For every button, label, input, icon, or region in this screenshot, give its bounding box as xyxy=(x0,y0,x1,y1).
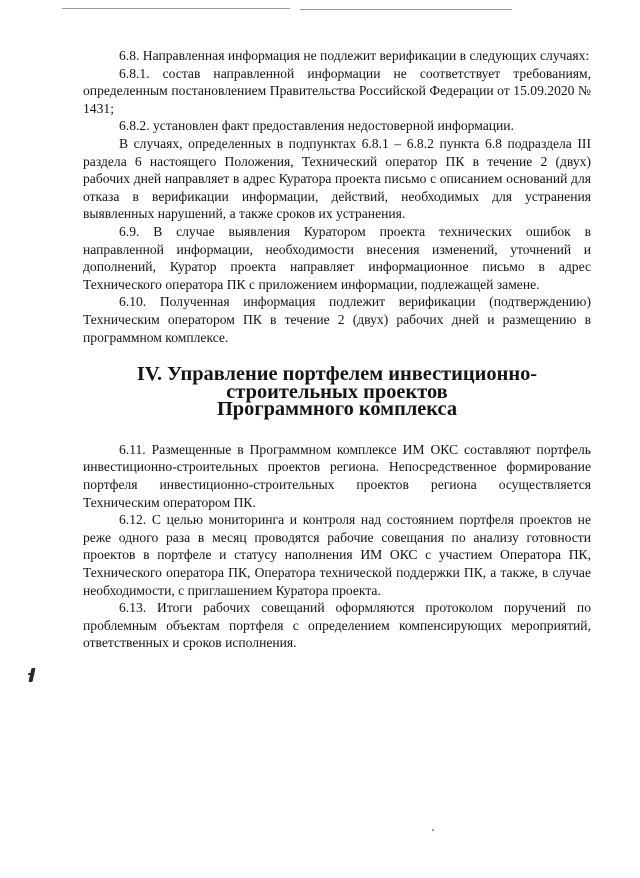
document-body xyxy=(83,47,591,652)
paragraph-6-9: 6.9. В случае выявления Куратором проекта технических ошибок в направленной информации, необходимости внесения изменений, уточнений и дополнений, Куратор проекта направляет информационное письмо в адрес Технического оператора ПК с приложением информации, подлежащей замене. xyxy=(83,223,591,292)
section-heading xyxy=(83,363,591,421)
margin-pen-mark xyxy=(29,668,36,682)
paragraph-6-8-1: 6.8.1. состав направленной информации не соответствует требованиям, определенным постановлением Правительства Российской Федерации от 15.09.2020 № 1431; xyxy=(83,65,591,116)
paragraph-6-10: 6.10. Полученная информация подлежит верификации (подтверждению) Техническим оператором ПК в течение 2 (двух) рабочих дней и размещению в программном комплексе. xyxy=(83,294,591,345)
section-heading-line1: IV. Управление портфелем инвестиционно-строительных проектов xyxy=(136,363,538,403)
scan-speck xyxy=(432,829,434,831)
section-heading-line2: Программного комплекса xyxy=(216,398,458,421)
scan-edge-line xyxy=(62,8,290,9)
paragraph-6-13: 6.13. Итоги рабочих совещаний оформляются протоколом поручений по проблемным объектам портфеля с определением компенсирующих мероприятий, ответственных и сроков исполнения. xyxy=(83,600,591,651)
scan-edge-line xyxy=(300,9,512,10)
paragraph-6-12: 6.12. С целью мониторинга и контроля над состоянием портфеля проектов не реже одного раза в месяц проводятся рабочие совещания по анализу готовности проектов в портфеле и статусу наполнения ИМ ОКС с участием Оператора ПК, Технического оператора ПК, Оператора технической поддержки ПК, а также, в случае необходимости, с приглашением Куратора проекта. xyxy=(83,512,591,598)
paragraph-6-8-cases: В случаях, определенных в подпунктах 6.8.1 – 6.8.2 пункта 6.8 подраздела III раздела 6 настоящего Положения, Технический оператор ПК в течение 2 (двух) рабочих дней направляет в адрес Куратора проекта письмо с описанием оснований для отказа в верификации информации, действий, необходимых для устранения выявленных нарушений, а также сроков их устранения. xyxy=(83,135,591,222)
paragraph-6-8: 6.8. Направленная информация не подлежит верификации в следующих случаях: xyxy=(119,48,590,63)
paragraph-6-11: 6.11. Размещенные в Программном комплексе ИМ ОКС составляют портфель инвестиционно-строительных проектов региона. Непосредственное формирование портфеля инвестиционно-строительных проектов региона осуществляется Техническим оператором ПК. xyxy=(83,441,591,510)
paragraph-6-8-2: 6.8.2. установлен факт предоставления недостоверной информации. xyxy=(119,118,514,134)
